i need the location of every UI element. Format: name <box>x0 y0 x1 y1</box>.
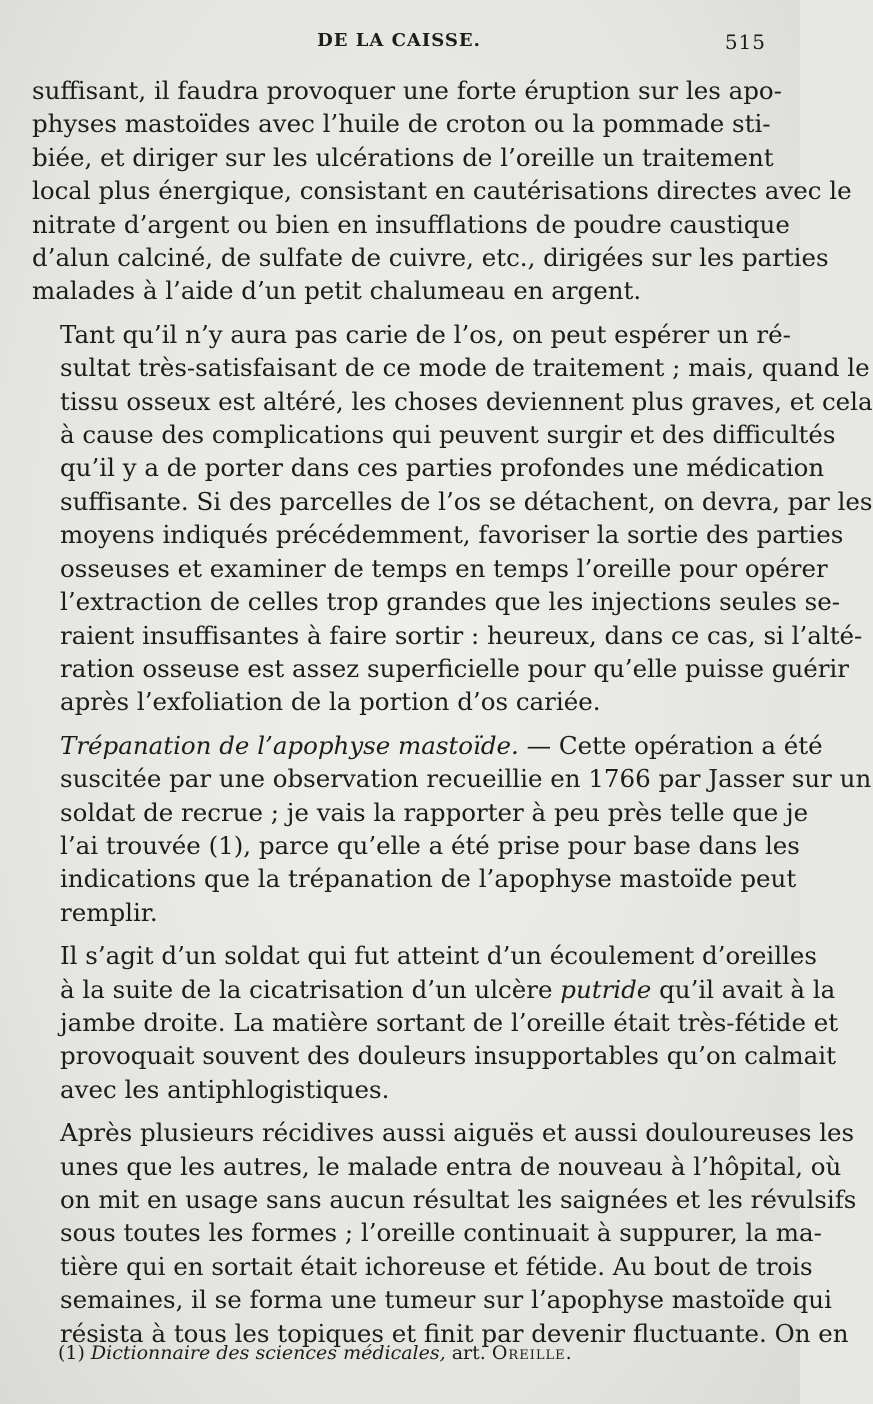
footnote-entry: Oreille. <box>491 1342 573 1364</box>
paragraph-3 <box>32 729 872 929</box>
text-line: Après plusieurs récidives aussi aiguës et aussi douloureuses les <box>60 1118 855 1148</box>
text-line: à cause des complications qui peuvent surgir et des difficultés <box>60 420 836 450</box>
text-line: nitrate d’argent ou bien en insufflations de poudre caustique <box>32 209 790 239</box>
text-line: Tant qu’il n’y aura pas carie de l’os, on peut espérer un ré- <box>60 319 791 349</box>
text-line: suffisant, il faudra provoquer une forte éruption sur les apo- <box>32 76 782 105</box>
text-line: l’ai trouvée (1), parce qu’elle a été prise pour base dans les <box>60 830 800 860</box>
text-line: provoquait souvent des douleurs insupportables qu’on calmait <box>60 1041 836 1071</box>
text-line: sultat très-satisfaisant de ce mode de traitement ; mais, quand le <box>60 353 870 383</box>
text-fragment: à la suite de la cicatrisation d’un ulcère <box>60 974 553 1004</box>
text-line: osseuses et examiner de temps en temps l’oreille pour opérer <box>60 553 828 583</box>
text-line <box>32 973 836 1006</box>
text-line: d’alun calciné, de sulfate de cuivre, etc., dirigées sur les parties <box>32 243 829 273</box>
running-head <box>32 30 766 60</box>
text-line: on mit en usage sans aucun résultat les saignées et les révulsifs <box>60 1185 857 1214</box>
section-heading: Trépanation de l’apophyse mastoïde. <box>60 730 519 760</box>
text-line: jambe droite. La matière sortant de l’oreille était très-fétide et <box>60 1007 839 1037</box>
body-text <box>32 74 873 1360</box>
text-line: raient insuffisantes à faire sortir : heureux, dans ce cas, si l’alté- <box>60 620 863 650</box>
text-line: indications que la trépanation de l’apophyse mastoïde peut <box>60 864 797 894</box>
text-fragment: qu’il avait à la <box>651 974 836 1004</box>
text-fragment: — Cette opération a été <box>518 730 823 760</box>
text-line: semaines, il se forma une tumeur sur l’apophyse mastoïde qui <box>60 1285 832 1315</box>
text-line: unes que les autres, le malade entra de nouveau à l’hôpital, où <box>60 1151 842 1181</box>
text-line <box>32 729 823 762</box>
text-line: local plus énergique, consistant en cautérisations directes avec le <box>32 176 852 206</box>
text-line: biée, et diriger sur les ulcérations de l’oreille un traitement <box>32 142 774 172</box>
footnote <box>58 1340 758 1366</box>
text-line: soldat de recrue ; je vais la rapporter à peu près telle que je <box>60 797 809 827</box>
text-line: sous toutes les formes ; l’oreille continuait à suppurer, la ma- <box>60 1218 822 1248</box>
paragraph-5 <box>32 1116 857 1350</box>
text-line: suffisante. Si des parcelles de l’os se détachent, on devra, par les <box>60 486 873 516</box>
footnote-text: art. <box>445 1342 492 1364</box>
italic-word: putride <box>560 974 652 1004</box>
running-title: DE LA CAISSE. <box>317 30 481 51</box>
text-line: suscitée par une observation recueillie en 1766 par Jasser sur un <box>60 764 872 794</box>
paragraph-4 <box>32 939 839 1106</box>
text-line: moyens indiqués précédemment, favoriser la sortie des parties <box>60 520 844 550</box>
text-line: après l’exfoliation de la portion d’os cariée. <box>60 687 601 717</box>
text-line: l’extraction de celles trop grandes que les injections seules se- <box>60 587 840 617</box>
page-number: 515 <box>724 30 766 54</box>
text-line: ration osseuse est assez superficielle pour qu’elle puisse guérir <box>60 653 849 683</box>
text-line: malades à l’aide d’un petit chalumeau en argent. <box>32 276 642 306</box>
text-line: tière qui en sortait était ichoreuse et fétide. Au bout de trois <box>60 1251 813 1281</box>
text-line: avec les antiphlogistiques. <box>60 1074 390 1104</box>
text-line: tissu osseux est altéré, les choses deviennent plus graves, et cela <box>60 386 873 416</box>
paragraph-1 <box>32 74 852 308</box>
footnote-mark: (1) <box>58 1342 85 1364</box>
text-line: remplir. <box>60 897 158 927</box>
text-line: résista à tous les topiques et finit par devenir fluctuante. On en <box>60 1318 849 1348</box>
text-line: Il s’agit d’un soldat qui fut atteint d’un écoulement d’oreilles <box>60 941 817 971</box>
text-line: qu’il y a de porter dans ces parties profondes une médication <box>60 453 825 483</box>
text-line: physes mastoïdes avec l’huile de croton ou la pommade sti- <box>32 109 771 139</box>
footnote-title: Dictionnaire des sciences médicales, <box>90 1342 446 1364</box>
paragraph-2 <box>32 318 873 719</box>
